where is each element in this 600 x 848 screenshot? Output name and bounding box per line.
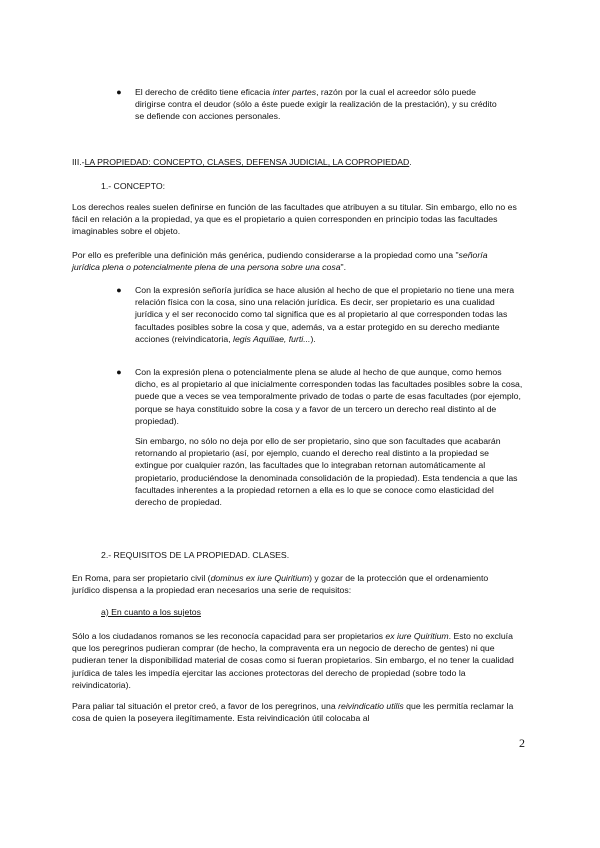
bullet-senoria-juridica: Con la expresión señoría jurídica se hace alusión al hecho de que el propietario no tiene una mera relación física con la cosa, sino una relación jurídica. Es decir, ser propietario es una cualidad jurídica y el ser reconocido como tal significa que es al propietario al que corresponden todas las facultades posibles sobre la cosa y que, además, va a estar protegido en su derecho mediante acciones (reivindicatoria, legis Aquiliae, furti...). [135,285,515,344]
paragraph-roma: En Roma, para ser propietario civil (dominus ex iure Quiritium) y gozar de la protección que el ordenamiento jurídico dispensa a la propiedad eran necesarios una serie de requisitos: [72,573,489,596]
subheading-concepto: 1.- CONCEPTO: [101,181,166,191]
paragraph-definition: Los derechos reales suelen definirse en función de las facultades que atribuyen a su titular. Sin embargo, ello no es fácil en relación a la propiedad, ya que es el propietario a quien corresponden en principio todas las facultades imaginables sobre el objeto. [72,202,517,237]
subheading-requisitos: 2.- REQUISITOS DE LA PROPIEDAD. CLASES. [101,550,290,560]
paragraph-ciudadanos: Sólo a los ciudadanos romanos se les reconocía capacidad para ser propietarios ex iure Quiritium. Esto no excluía que los peregrinos pudieran comprar (de hecho, la compraventa era un negocio de derecho de gentes) ni que pudieran tener la disponibilidad material de cosas como si fueran propietarios. Sin embargo, el no tener la cualidad jurídica de tales les impedía ejercitar las acciones protectoras del derecho de propiedad (sobre todo la reivindicatoria). [72,631,514,690]
paragraph-elasticidad: Sin embargo, no sólo no deja por ello de ser propietario, sino que son facultades que acabarán retornando al propietario (así, por ejemplo, cuando el derecho real distinto a la propiedad se extingue por cualquier razón, las facultades que lo integraban retornan automáticamente al propietario, produciéndose la denominada consolidación de la propiedad). Esta tendencia a que las facultades inherentes a la propiedad retornen a ella es lo que se conoce como elasticidad del derecho de propiedad. [135,436,518,508]
bullet-plena: Con la expresión plena o potencialmente plena se alude al hecho de que aunque, como hemos dicho, es al propietario al que inicialmente corresponden todas las facultades posibles sobre la cosa, puede que a veces se vea temporalmente privado de todas o parte de esas facultades (por ejemplo, porque se haya constituido sobre la cosa y a favor de un tercero un derecho real distinto al de propiedad). [135,367,523,426]
bullet-icon: ● [116,87,122,97]
bullet-icon: ● [116,285,122,295]
intro-bullet-text: El derecho de crédito tiene eficacia inter partes, razón por la cual el acreedor sólo puede dirigirse contra el deudor (sólo a éste puede exigir la realización de la prestación), y su crédito se defiende con acciones personales. [135,87,497,122]
paragraph-generic-definition: Por ello es preferible una definición más genérica, pudiendo considerarse a la propiedad como una "señoría jurídica plena o potencialmente plena de una persona sobre una cosa". [72,250,488,273]
paragraph-pretor: Para paliar tal situación el pretor creó, a favor de los peregrinos, una reivindicatio utilis que les permitía reclamar la cosa de quien la poseyera ilegítimamente. Esta reivindicación útil colocaba al [72,701,514,724]
section-heading: III.-LA PROPIEDAD: CONCEPTO, CLASES, DEFENSA JUDICIAL, LA COPROPIEDAD. [72,157,412,167]
subheading-sujetos: a) En cuanto a los sujetos [101,607,201,617]
page-number: 2 [519,736,525,750]
bullet-icon: ● [116,367,122,377]
